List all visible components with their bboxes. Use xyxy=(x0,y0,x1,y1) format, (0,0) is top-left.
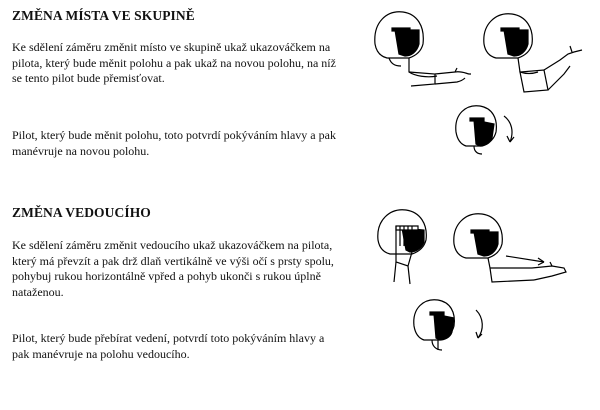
pilot-nodding-figure-2 xyxy=(408,296,498,366)
pilot-hand-eye-level-figure xyxy=(372,206,452,286)
pilot-nodding-figure-1 xyxy=(452,102,532,167)
pilot-pointing-figure-1 xyxy=(365,4,475,94)
section1-paragraph-1: Ke sdělení záměru změnit místo ve skupině ukaž ukazováčkem na pilota, který bude měnit polohu a pak ukaž na novou polohu, na níž se tento pilot bude přemisťovat. xyxy=(12,40,336,85)
pilot-arm-forward-figure xyxy=(448,210,588,290)
section1-title: ZMĚNA MÍSTA VE SKUPINĚ xyxy=(12,8,195,23)
section2-paragraph-1: Ke sdělení záměru změnit vedoucího ukaž ukazováčkem na pilota, který má převzít a pak drž dlaň vertikálně ve výši očí s prsty spolu, pohybuj rukou horizontálně vpřed a pohyb ukonči s rukou úplně nataženou. xyxy=(12,238,334,299)
section1-paragraph-2: Pilot, který bude měnit polohu, toto potvrdí pokýváním hlavy a pak manévruje na novou polohu. xyxy=(12,128,336,158)
section2-title: ZMĚNA VEDOUCÍHO xyxy=(12,205,151,220)
section2-paragraph-2: Pilot, který bude přebírat vedení, potvrdí toto pokýváním hlavy a pak manévruje na polohu vedoucího. xyxy=(12,331,325,361)
pilot-pointing-figure-2 xyxy=(478,10,588,100)
